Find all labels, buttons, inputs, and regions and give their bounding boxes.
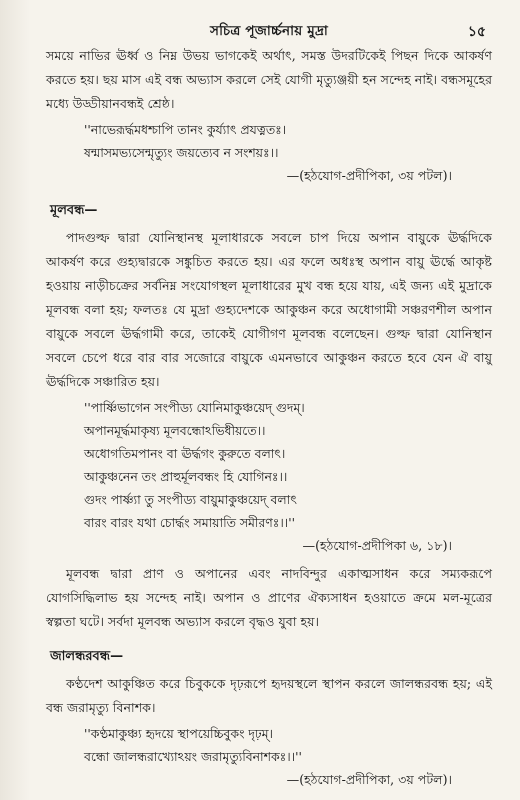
mulabandha-citation: —(হঠযোগ-প্রদীপিকা ৬, ১৮)। xyxy=(302,538,452,553)
jalandhara-verse xyxy=(84,722,492,768)
mulabandha-paragraph: পাদগুল্ফ দ্বারা যোনিস্থানস্থ মূলাধারকে সবলে চাপ দিয়ে অপান বায়ুকে ঊর্দ্ধদিকে আকর্ষণ করে গুহ্যদ্বারকে সঙ্কুচিত করতে হয়। এর ফলে অধঃস্থ অপান বায়ু ঊর্দ্ধে আকৃষ্ট হওয়ায় নাড়ীচক্রের সর্বনিম্ন সংযোগস্থল মূলাধারের মুখ বন্ধ হয়ে যায়, এই জন্য এই মুদ্রাকে মূলবন্ধ বলা হয়; ফলতঃ যে মুদ্রা গুহ্যদেশকে আকুঞ্চন করে অধোগামী সঞ্চরণশীল অপান বায়ুকে সবলে ঊর্দ্ধগামী করে, তাকেই যোগীগণ মূলবন্ধ বলেছেন। গুল্ফ দ্বারা যোনিস্থান সবলে চেপে ধরে বার বার সজোরে বায়ুকে এমনভাবে আকুঞ্চন করতে হবে যেন ঐ বায়ু ঊর্দ্ধদিকে সঞ্চারিত হয়। xyxy=(46,230,492,389)
verse-line: বারং বারং যথা চোর্দ্ধং সমায়াতি সমীরণঃ।।'' xyxy=(84,515,296,530)
intro-verse xyxy=(84,118,492,164)
verse-line: অধোগতিমপানং বা ঊর্দ্ধগং কুরুতে বলাৎ। xyxy=(84,446,286,461)
page-number: ১৫ xyxy=(467,24,486,40)
mulabandha-verse xyxy=(84,396,492,534)
intro-citation: —(হঠযোগ-প্রদীপিকা, ৩য় পটল)। xyxy=(286,168,452,183)
verse-line: ''কণ্ঠমাকুঞ্চ্য হৃদয়ে স্থাপয়েচ্চিবুকং দৃঢ়ম্। xyxy=(84,726,273,741)
section-heading-mulabandha: মূলবন্ধ— xyxy=(50,203,98,218)
intro-paragraph: সময়ে নাভির ঊর্ধ্ব ও নিম্ন উভয় ভাগকেই অর্থাৎ, সমস্ত উদরটিকেই পিছন দিকে আকর্ষণ করতে হয়। ছয় মাস এই বন্ধ অভ্যাস করলে সেই যোগী মৃত্যুঞ্জয়ী হন সন্দেহ নাই। বন্ধসমূহের মধ্যে উড্ডীয়ানবন্ধই শ্রেষ্ঠ। xyxy=(46,48,492,111)
verse-line: অপানমূর্দ্ধমাকৃষ্য মূলবন্ধোঽভিধীয়তে।। xyxy=(84,423,266,438)
mulabandha-paragraph-2: মূলবন্ধ দ্বারা প্রাণ ও অপানের এবং নাদবিন্দুর একাত্মসাধন করে সম্যকরূপে যোগসিদ্ধিলাভ হয় সন্দেহ নাই। অপান ও প্রাণের ঐক্যসাধন হওয়াতে ক্রমে মল-মূত্রের স্বল্পতা ঘটে। সর্বদা মূলবন্ধ অভ্যাস করলে বৃদ্ধও যুবা হয়। xyxy=(46,566,492,629)
verse-line: ষন্মাসমভ্যসেন্মৃত্যুং জয়ত্যেব ন সংশয়ঃ।। xyxy=(84,145,279,160)
section-heading-jalandhara: জালন্ধরবন্ধ— xyxy=(50,649,124,664)
verse-line: আকুঞ্চনেন তং প্রাহুর্মূলবন্ধং হি যোগিনঃ।। xyxy=(84,469,288,484)
verse-line: গুদং পার্ষ্ণ্যা তু সংপীড্য বায়ুমাকুঞ্চয়েদ্ বলাৎ xyxy=(84,492,297,507)
verse-line: ''নাভেরূর্দ্ধমধশ্চাপি তানং কুর্য্যাৎ প্রযত্নতঃ। xyxy=(84,122,287,137)
jalandhara-citation: —(হঠযোগ-প্রদীপিকা, ৩য় পটল)। xyxy=(286,772,452,787)
verse-line: ''পার্ষ্ণিভাগেন সংপীড্য যোনিমাকুঞ্চয়েদ্ গুদম্। xyxy=(84,400,305,415)
page-header xyxy=(46,18,492,44)
jalandhara-paragraph: কণ্ঠদেশ আকুঞ্চিত করে চিবুককে দৃঢ়রূপে হৃদয়স্থলে স্থাপন করলে জালন্ধরবন্ধ হয়; এই বন্ধ জরামৃত্যু বিনাশক। xyxy=(46,676,492,715)
verse-line: বন্ধো জালন্ধরাখ্যোঽয়ং জরামৃত্যুবিনাশকঃ।।'' xyxy=(84,749,302,764)
running-title: সচিত্র পূজার্চ্চনায় মুদ্রা xyxy=(209,23,329,39)
